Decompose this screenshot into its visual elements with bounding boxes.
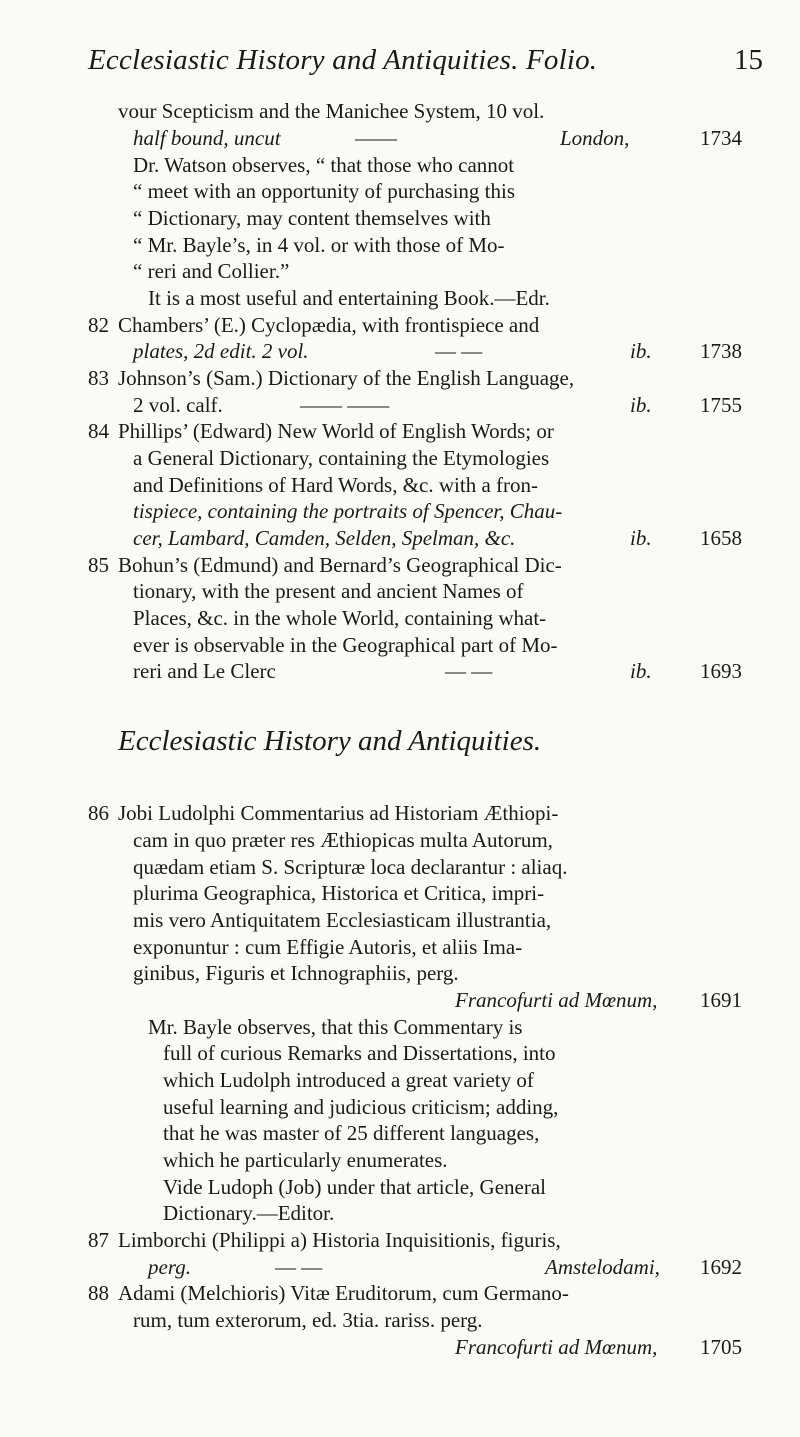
entry-line: Jobi Ludolphi Commentarius ad Historiam Æthiopi- (118, 801, 559, 825)
entry-place: ib. (630, 526, 652, 550)
note-line: that he was master of 25 different languages, (163, 1121, 540, 1145)
entry-year: 1658 (700, 526, 742, 550)
entry-number: 83 (88, 366, 109, 390)
entry-line: Chambers’ (E.) Cyclopædia, with frontispiece and (118, 313, 540, 337)
entry-number: 82 (88, 313, 109, 337)
quote-line: Dr. Watson observes, “ that those who cannot (133, 153, 515, 177)
entry-line: reri and Le Clerc (133, 659, 276, 683)
entry-year: 1755 (700, 393, 742, 417)
entry-place: ib. (630, 659, 652, 683)
editor-note: It is a most useful and entertaining Book.—Edr. (148, 286, 550, 310)
note-line: which Ludolph introduced a great variety of (163, 1068, 534, 1092)
entry-line: perg. (148, 1255, 191, 1279)
entry-place: Francofurti ad Mœnum, (455, 988, 658, 1012)
page-number: 15 (734, 44, 763, 76)
running-title: Ecclesiastic History and Antiquities. Folio. (88, 44, 598, 76)
entry-line: Places, &c. in the whole World, containing what- (133, 606, 547, 630)
entry-year: 1692 (700, 1255, 742, 1279)
entry-number: 87 (88, 1228, 109, 1252)
entry-dash: — — (275, 1255, 323, 1279)
entry-number: 86 (88, 801, 109, 825)
entry-number: 88 (88, 1281, 109, 1305)
entry-dash: — — (435, 339, 483, 363)
entry-year: 1705 (700, 1335, 742, 1359)
note-line: which he particularly enumerates. (163, 1148, 448, 1172)
entry-line: ever is observable in the Geographical part of Mo- (133, 633, 558, 657)
entry-line: Adami (Melchioris) Vitæ Eruditorum, cum Germano- (118, 1281, 569, 1305)
entry-place: London, (560, 126, 630, 150)
entry-line: tionary, with the present and ancient Names of (133, 579, 524, 603)
entry-line: tispiece, containing the portraits of Spencer, Chau- (133, 499, 563, 523)
entry-line: ginibus, Figuris et Ichnographiis, perg. (133, 961, 459, 985)
entry-dash: — — (445, 659, 493, 683)
entry-year: 1691 (700, 988, 742, 1012)
entry-line: Johnson’s (Sam.) Dictionary of the English Language, (118, 366, 575, 390)
entry-line: 2 vol. calf. (133, 393, 223, 417)
entry-number: 85 (88, 553, 109, 577)
entry-line: a General Dictionary, containing the Etymologies (133, 446, 550, 470)
entry-line: vour Scepticism and the Manichee System, 10 vol. (118, 99, 545, 123)
section-heading: Ecclesiastic History and Antiquities. (118, 725, 542, 757)
entry-place: Francofurti ad Mœnum, (455, 1335, 658, 1359)
entry-year: 1734 (700, 126, 742, 150)
entry-year: 1693 (700, 659, 742, 683)
note-line: Mr. Bayle observes, that this Commentary is (148, 1015, 523, 1039)
entry-place: ib. (630, 393, 652, 417)
quote-line: “ Dictionary, may content themselves with (133, 206, 491, 230)
entry-line: and Definitions of Hard Words, &c. with a fron- (133, 473, 538, 497)
entry-line: plurima Geographica, Historica et Critica, impri- (133, 881, 545, 905)
entry-place: ib. (630, 339, 652, 363)
entry-year: 1738 (700, 339, 742, 363)
entry-line: mis vero Antiquitatem Ecclesiasticam illustrantia, (133, 908, 552, 932)
entry-line: Bohun’s (Edmund) and Bernard’s Geographical Dic- (118, 553, 562, 577)
note-line: Vide Ludoph (Job) under that article, General (163, 1175, 547, 1199)
entry-number: 84 (88, 419, 109, 443)
entry-line: cer, Lambard, Camden, Selden, Spelman, &c. (133, 526, 516, 550)
entry-dash: —— —— (300, 393, 390, 417)
entry-line: half bound, uncut (133, 126, 281, 150)
note-line: Dictionary.—Editor. (163, 1201, 335, 1225)
entry-line: Limborchi (Philippi a) Historia Inquisitionis, figuris, (118, 1228, 561, 1252)
quote-line: “ reri and Collier.” (133, 259, 290, 283)
quote-line: “ meet with an opportunity of purchasing this (133, 179, 516, 203)
entry-line: quædam etiam S. Scripturæ loca declarantur : aliaq. (133, 855, 568, 879)
entry-line: exponuntur : cum Effigie Autoris, et aliis Ima- (133, 935, 523, 959)
entry-line: Phillips’ (Edward) New World of English Words; or (118, 419, 554, 443)
entry-place: Amstelodami, (545, 1255, 660, 1279)
entry-dash: —— (355, 126, 397, 150)
entry-line: rum, tum exterorum, ed. 3tia. rariss. perg. (133, 1308, 483, 1332)
note-line: full of curious Remarks and Dissertations, into (163, 1041, 556, 1065)
note-line: useful learning and judicious criticism; adding, (163, 1095, 559, 1119)
running-header (88, 44, 763, 84)
quote-line: “ Mr. Bayle’s, in 4 vol. or with those of Mo- (133, 233, 505, 257)
entry-line: cam in quo præter res Æthiopicas multa Autorum, (133, 828, 553, 852)
entry-line: plates, 2d edit. 2 vol. (133, 339, 309, 363)
